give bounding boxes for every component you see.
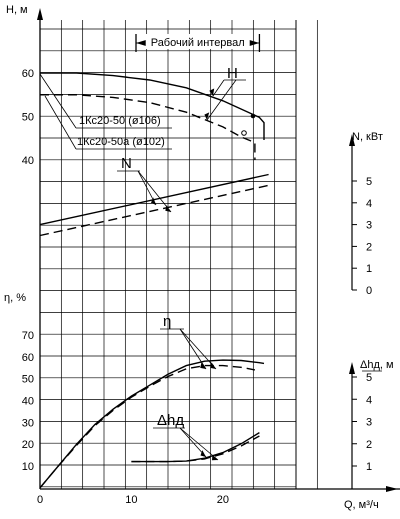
annotation-N: N: [121, 155, 132, 172]
y-tick-label-power: 5: [366, 176, 373, 188]
series-line-head-2: [40, 95, 255, 160]
annotation-npsh: Δhд: [157, 412, 185, 429]
y-tick-label-efficiency: 60: [21, 351, 34, 364]
y-tick-label-npsh: 5: [366, 372, 373, 384]
y-tick-label-head: 40: [21, 155, 34, 167]
working-interval-arrowhead-left: [136, 40, 146, 46]
series-line-npsh-2: [131, 436, 259, 462]
y-tick-label-efficiency: 50: [21, 373, 34, 386]
y-tick-label-npsh: 2: [366, 438, 373, 451]
legend-label-series-1: 1Кс20-50 (ø106): [79, 115, 161, 127]
y-tick-label-power: 3: [366, 219, 373, 232]
y-tick-label-efficiency: 20: [21, 439, 34, 452]
working-interval-arrowhead-right: [249, 40, 259, 46]
working-interval-marker: [136, 34, 259, 52]
series-line-efficiency-2: [40, 366, 255, 488]
working-interval-label: Рабочий интервал: [150, 37, 245, 49]
axes: [37, 8, 400, 492]
annotations: [4, 4, 394, 511]
y-tick-label-power: 1: [366, 263, 373, 276]
y-tick-label-npsh: 1: [366, 461, 373, 473]
y-axis-label-power: N, кВт: [352, 131, 383, 143]
y-axis-left-arrowhead: [37, 8, 43, 20]
rated-point-marker-series-1: [251, 114, 256, 119]
y-tick-label-head: 50: [21, 111, 34, 124]
series-line-power-2: [40, 185, 269, 235]
y-axis-label-npsh: Δhд, м: [360, 359, 394, 371]
rated-point-marker-series-2: [242, 131, 247, 136]
x-axis-arrowhead: [386, 486, 398, 492]
x-tick-label: 0: [36, 494, 44, 506]
series-line-efficiency-1: [40, 360, 264, 488]
x-tick-label: 20: [216, 494, 229, 506]
y-tick-label-efficiency: 40: [21, 395, 34, 408]
y-tick-label-power: 4: [366, 197, 373, 210]
y-tick-label-head: 60: [21, 68, 34, 80]
series-line-head-1: [40, 73, 264, 140]
y-tick-label-efficiency: 70: [21, 330, 34, 342]
y-tick-label-power: 0: [366, 285, 373, 297]
y-tick-label-power: 2: [366, 241, 373, 254]
y-axis-label-head: H, м: [6, 4, 28, 16]
tick-labels: [22, 68, 372, 506]
y-axis-npsh-arrowhead: [349, 362, 355, 374]
legend-label-series-2: 1Кс20-50а (ø102): [77, 136, 165, 148]
series-line-npsh-1: [131, 433, 259, 462]
series-line-power-1: [40, 175, 269, 225]
y-tick-label-npsh: 3: [366, 416, 373, 429]
annotation-eta: η: [163, 313, 172, 330]
x-axis-label: Q, м³/ч: [344, 499, 379, 511]
x-tick-label: 10: [125, 494, 138, 506]
y-tick-label-npsh: 4: [366, 394, 373, 407]
annotation-H: H: [227, 65, 238, 82]
y-tick-label-efficiency: 10: [21, 461, 34, 473]
y-tick-label-efficiency: 30: [21, 417, 34, 430]
y-axis-label-efficiency: η, %: [4, 292, 27, 304]
